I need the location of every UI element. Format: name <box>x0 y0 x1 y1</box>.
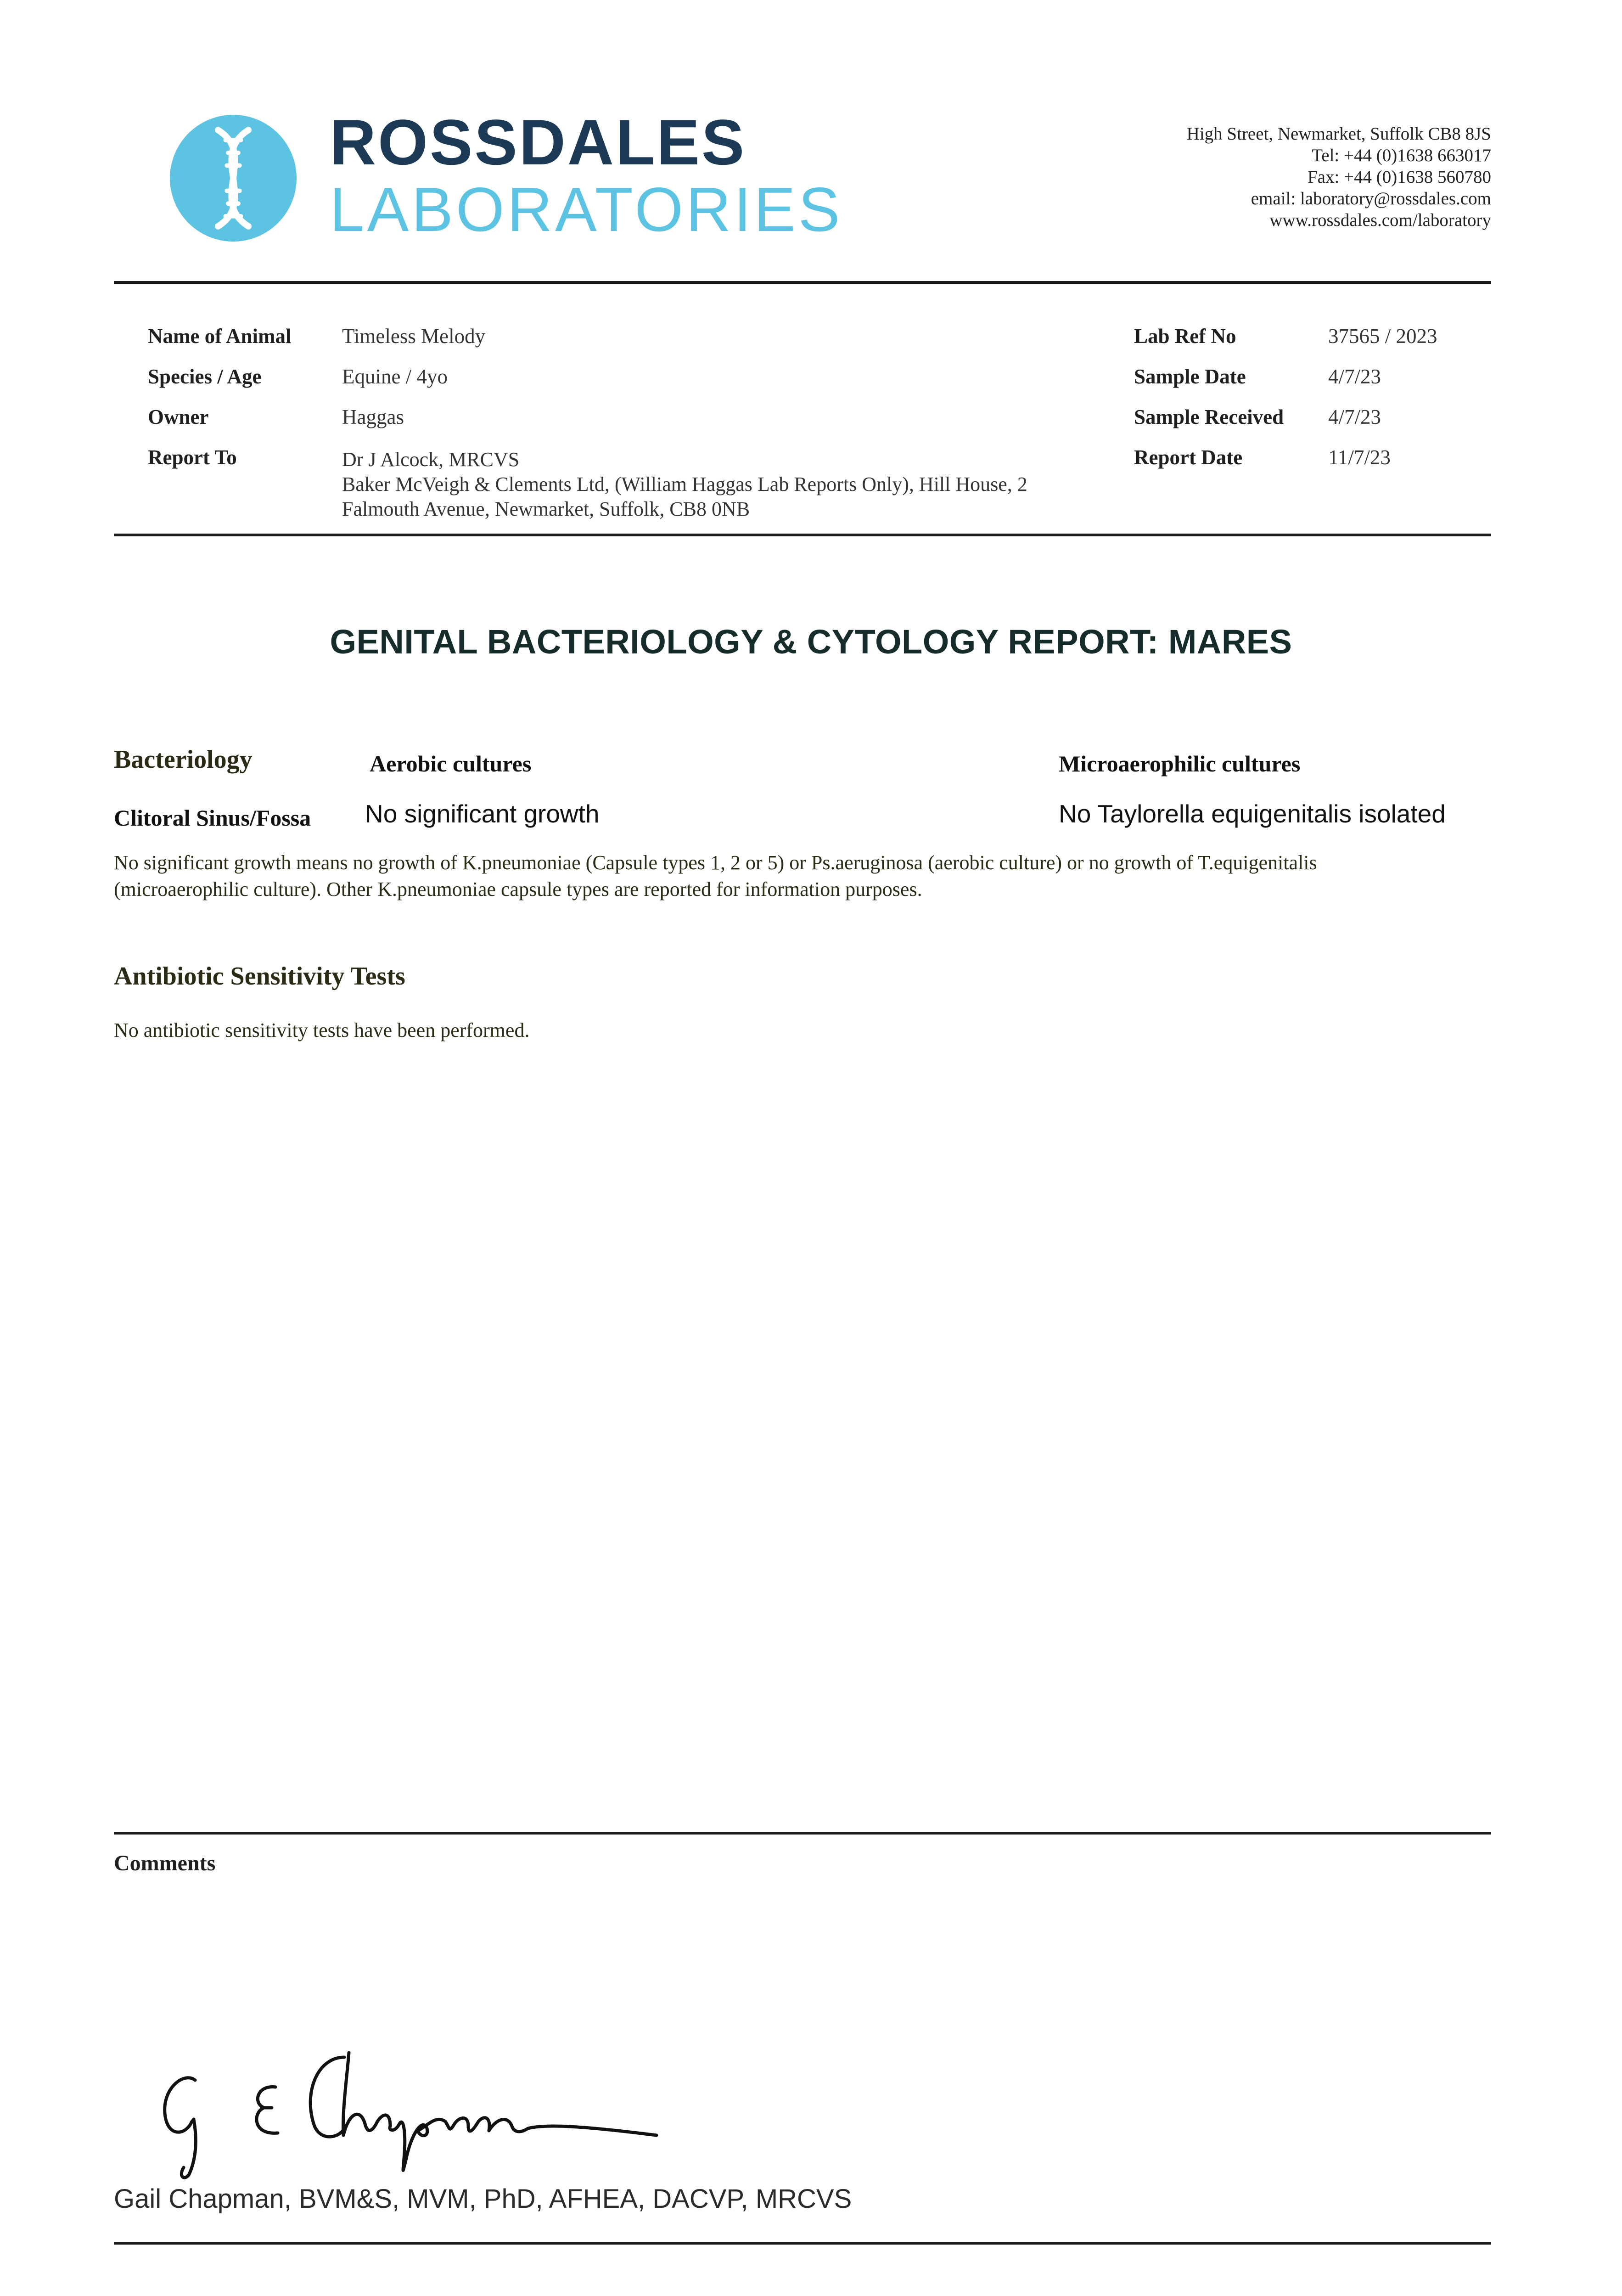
owner-label: Owner <box>148 405 209 428</box>
name-of-animal-value: Timeless Melody <box>342 325 486 348</box>
report-to-label: Report To <box>148 446 237 469</box>
header-divider <box>114 281 1491 284</box>
report-date-label: Report Date <box>1134 446 1243 469</box>
antibiotic-sensitivity-text: No antibiotic sensitivity tests have been performed. <box>114 1019 530 1041</box>
brand-name-line2: LABORATORIES <box>330 174 843 244</box>
report-date-value: 11/7/23 <box>1328 446 1391 469</box>
comments-divider <box>114 1832 1491 1835</box>
species-age-value: Equine / 4yo <box>342 365 448 388</box>
bacteriology-note-line2: (microaerophilic culture). Other K.pneumoniae capsule types are reported for information purposes. <box>114 878 922 900</box>
contact-tel: Tel: +44 (0)1638 663017 <box>1312 146 1491 165</box>
brand-name-line1: ROSSDALES <box>330 106 746 178</box>
lab-ref-value: 37565 / 2023 <box>1328 325 1437 348</box>
sample-date-label: Sample Date <box>1134 365 1246 388</box>
aerobic-cultures-header: Aerobic cultures <box>370 751 532 777</box>
antibiotic-sensitivity-heading: Antibiotic Sensitivity Tests <box>114 962 405 990</box>
sample-date-value: 4/7/23 <box>1328 365 1381 388</box>
contact-block <box>1187 123 1491 231</box>
footer-divider <box>114 2242 1491 2245</box>
sample-site: Clitoral Sinus/Fossa <box>114 805 311 831</box>
sample-received-label: Sample Received <box>1134 405 1284 428</box>
owner-value: Haggas <box>342 405 404 428</box>
dna-helix-icon <box>170 115 297 242</box>
contact-email[interactable]: email: laboratory@rossdales.com <box>1251 189 1491 208</box>
contact-address: High Street, Newmarket, Suffolk CB8 8JS <box>1186 124 1491 144</box>
microaerophilic-cultures-header: Microaerophilic cultures <box>1059 751 1301 777</box>
comments-heading: Comments <box>114 1851 216 1875</box>
report-title: GENITAL BACTERIOLOGY & CYTOLOGY REPORT: MARES <box>330 623 1292 661</box>
bacteriology-note <box>114 850 1491 903</box>
aerobic-result: No significant growth <box>365 799 600 828</box>
report-to-address-line2: Falmouth Avenue, Newmarket, Suffolk, CB8 0NB <box>342 498 750 520</box>
info-divider <box>114 534 1491 536</box>
contact-fax: Fax: +44 (0)1638 560780 <box>1307 167 1491 187</box>
microaerophilic-result: No Taylorella equigenitalis isolated <box>1059 799 1446 828</box>
species-age-label: Species / Age <box>148 365 262 388</box>
report-to-address-line1: Baker McVeigh & Clements Ltd, (William Haggas Lab Reports Only), Hill House, 2 <box>342 473 1027 495</box>
handwritten-signature <box>152 2039 670 2186</box>
report-to-value <box>342 447 1027 522</box>
report-to-recipient: Dr J Alcock, MRCVS <box>342 448 520 471</box>
signatory-name: Gail Chapman, BVM&S, MVM, PhD, AFHEA, DACVP, MRCVS <box>114 2184 852 2214</box>
bacteriology-heading: Bacteriology <box>114 745 253 774</box>
sample-received-value: 4/7/23 <box>1328 405 1381 428</box>
contact-website[interactable]: www.rossdales.com/laboratory <box>1269 210 1491 230</box>
name-of-animal-label: Name of Animal <box>148 325 292 348</box>
bacteriology-note-line1: No significant growth means no growth of K.pneumoniae (Capsule types 1, 2 or 5) or Ps.aeruginosa (aerobic culture) or no growth of T.equigenitalis <box>114 851 1317 874</box>
lab-ref-label: Lab Ref No <box>1134 325 1236 348</box>
